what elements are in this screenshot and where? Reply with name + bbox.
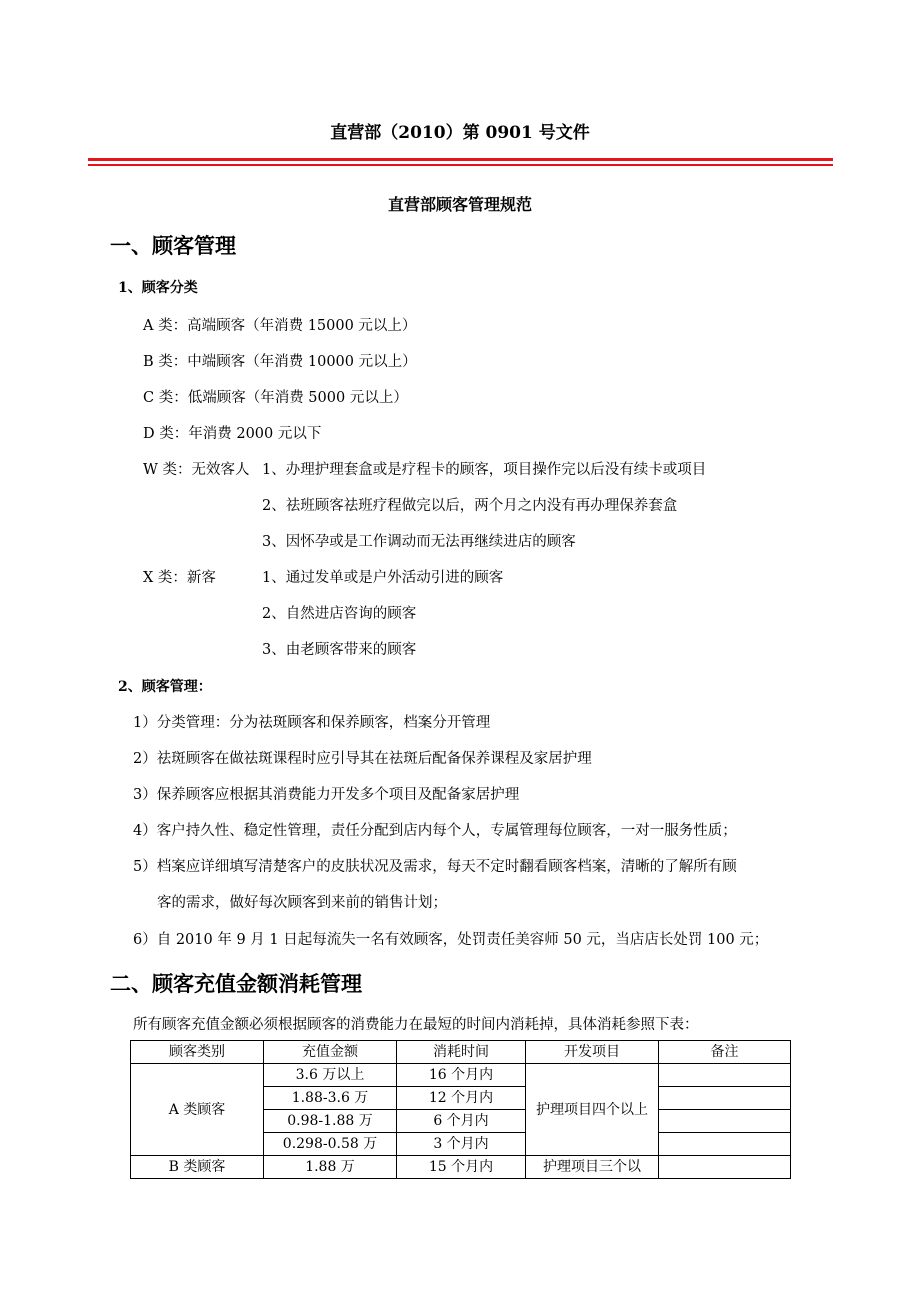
amount-cell: 3.6 万以上 [264,1064,397,1087]
note-cell [659,1156,791,1179]
table-header-row [131,1041,791,1064]
time-cell: 15 个月内 [397,1156,526,1179]
project-cell: 护理项目四个以上 [526,1064,659,1156]
category-x-item: 3、由老顾客带来的顾客 [262,642,417,658]
management-item: 4）客户持久性、稳定性管理，责任分配到店内每个人，专属管理每位顾客，一对一服务性质； [133,823,737,839]
time-cell: 6 个月内 [397,1110,526,1133]
management-item: 6）自 2010 年 9 月 1 日起每流失一名有效顾客，处罚责任美容师 50 元，当店店长处罚 100 元； [133,932,769,948]
category-w-prefix: W 类：无效客人 [143,462,250,478]
red-divider-thin [88,164,833,166]
project-cell: 护理项目三个以 [526,1156,659,1179]
category-w-item: 2、祛班顾客祛班疗程做完以后，两个月之内没有再办理保养套盒 [262,498,678,514]
management-item: 2）祛斑顾客在做祛斑课程时应引导其在祛斑后配备保养课程及家居护理 [133,751,592,767]
document-subtitle: 直营部顾客管理规范 [387,195,532,214]
management-item: 1）分类管理：分为祛斑顾客和保养顾客，档案分开管理 [133,715,491,731]
management-item: 3）保养顾客应根据其消费能力开发多个项目及配备家居护理 [133,787,520,803]
note-cell [659,1110,791,1133]
section-1-heading: 一、顾客管理 [110,234,236,258]
category-b-line: B 类：中端顾客（年消费 10000 元以上） [143,354,417,370]
time-cell: 12 个月内 [397,1087,526,1110]
customer-category-cell: B 类顾客 [131,1156,264,1179]
subsection-2-heading: 2、顾客管理： [118,679,212,695]
category-x-item: 1、通过发单或是户外活动引进的顾客 [262,570,504,586]
table-header-cell: 开发项目 [526,1041,659,1064]
table-row [131,1064,791,1087]
customer-category-cell: A 类顾客 [131,1064,264,1156]
table-header-cell: 顾客类别 [131,1041,264,1064]
section-2-heading: 二、顾客充值金额消耗管理 [110,972,362,996]
amount-cell: 0.298-0.58 万 [264,1133,397,1156]
category-x-prefix: X 类：新客 [143,570,216,586]
amount-cell: 0.98-1.88 万 [264,1110,397,1133]
note-cell [659,1133,791,1156]
subsection-1-heading: 1、顾客分类 [118,280,198,296]
table-header-cell: 充值金额 [264,1041,397,1064]
category-x-item: 2、自然进店咨询的顾客 [262,606,417,622]
table-row [131,1156,791,1179]
note-cell [659,1087,791,1110]
document-number-title: 直营部（2010）第 0901 号文件 [330,123,590,143]
category-w-item: 3、因怀孕或是工作调动而无法再继续进店的顾客 [262,534,576,550]
category-c-line: C 类：低端顾客（年消费 5000 元以上） [143,390,408,406]
note-cell [659,1064,791,1087]
management-item-continuation: 客的需求，做好每次顾客到来前的销售计划； [157,895,447,911]
table-header-cell: 消耗时间 [397,1041,526,1064]
category-w-item: 1、办理护理套盒或是疗程卡的顾客，项目操作完以后没有续卡或项目 [262,462,707,478]
amount-cell: 1.88 万 [264,1156,397,1179]
consumption-table [130,1040,791,1179]
red-divider-thick [88,158,833,161]
time-cell: 3 个月内 [397,1133,526,1156]
management-item: 5）档案应详细填写清楚客户的皮肤状况及需求，每天不定时翻看顾客档案，清晰的了解所有顾 [133,859,737,875]
section-2-intro: 所有顾客充值金额必须根据顾客的消费能力在最短的时间内消耗掉，具体消耗参照下表： [133,1017,699,1033]
category-d-line: D 类：年消费 2000 元以下 [143,426,322,442]
table-header-cell: 备注 [659,1041,791,1064]
time-cell: 16 个月内 [397,1064,526,1087]
category-a-line: A 类：高端顾客（年消费 15000 元以上） [143,318,417,334]
amount-cell: 1.88-3.6 万 [264,1087,397,1110]
